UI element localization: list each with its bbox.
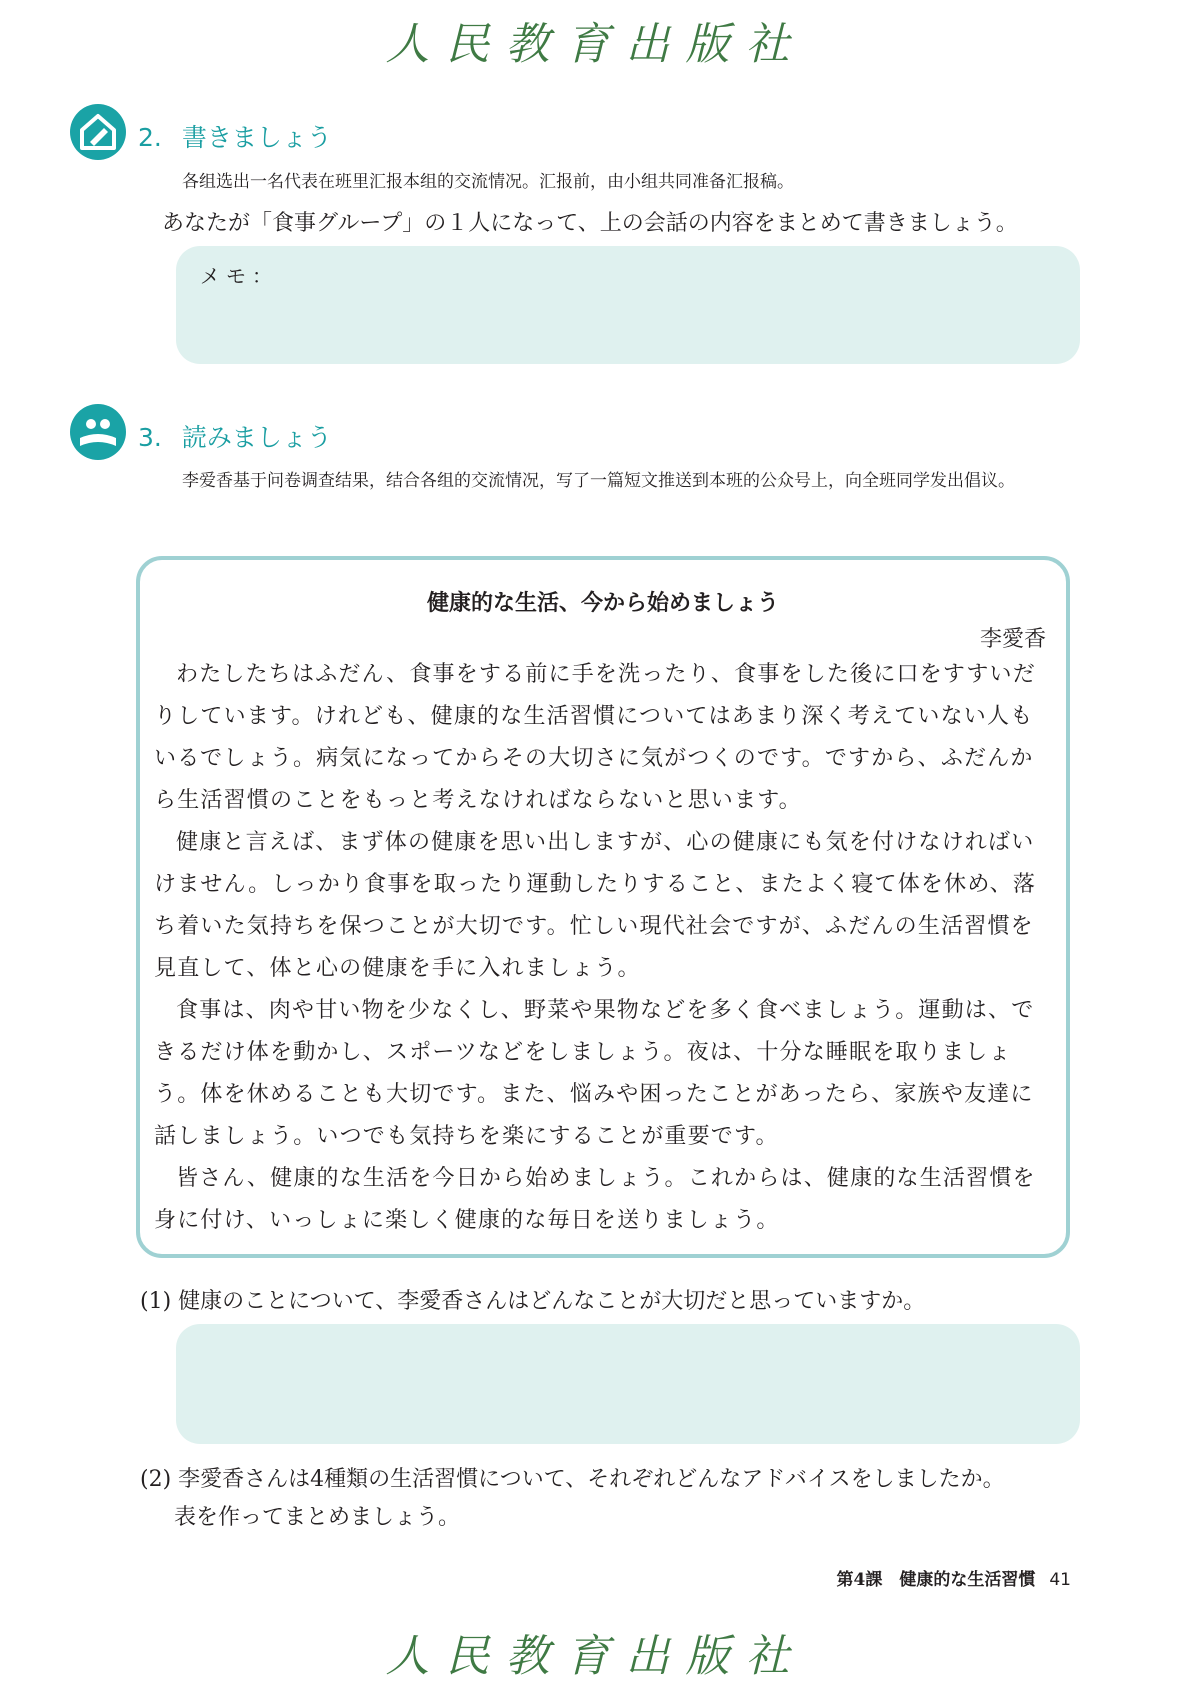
section-3-title: 読みましょう (181, 423, 332, 452)
reading-paragraph-1: わたしたちはふだん、食事をする前に手を洗ったり、食事をした後に口をすすいだりしています。けれども、健康的な生活習慣についてはあまり深く考えていない人もいるでしょう。病気になってからその大切さに気がつくのです。ですから、ふだんから生活習慣のことをもっと考えなければならないと思います。 (154, 662, 1036, 813)
publisher-logo-top: 人民教育出版社 (385, 19, 806, 70)
reading-title: 健康的な生活、今から始めましょう (426, 591, 779, 616)
page-number: 41 (1049, 1570, 1071, 1590)
answer-box-1[interactable] (176, 1324, 1080, 1444)
section-2-instruction: 各组选出一名代表在班里汇报本组的交流情况。汇报前，由小组共同准备汇报稿。 (182, 172, 794, 192)
reading-paragraph-3: 食事は、肉や甘い物を少なくし、野菜や果物などを多く食べましょう。運動は、できるだけ体を動かし、スポーツなどをしましょう。夜は、十分な睡眠を取りましょう。体を休めることも大切です。また、悩みや困ったことがあったら、家族や友達に話しましょう。いつでも気持ちを楽にすることが重要です。 (154, 998, 1035, 1149)
question-1: (1) 健康のことについて、李愛香さんはどんなことが大切だと思っていますか。 (140, 1289, 926, 1314)
section-2-title: 書きましょう (181, 123, 332, 152)
section-3-instruction: 李爱香基于问卷调查结果，结合各组的交流情况，写了一篇短文推送到本班的公众号上，向全班同学发出倡议。 (182, 471, 1015, 491)
reading-passage-box (136, 556, 1070, 1258)
reading-paragraph-2: 健康と言えば、まず体の健康を思い出しますが、心の健康にも気を付けなければいけません。しっかり食事を取ったり運動したりすること、またよく寝て体を休め、落ち着いた気持ちを保つことが大切です。忙しい現代社会ですが、ふだんの生活習慣を見直して、体と心の健康を手に入れましょう。 (154, 830, 1037, 981)
publisher-logo-bottom: 人民教育出版社 (385, 1631, 806, 1682)
section-3-heading (138, 418, 332, 454)
house-pencil-icon (70, 104, 126, 160)
reading-author: 李愛香 (979, 627, 1046, 652)
question-2-continued: 表を作ってまとめましょう。 (174, 1505, 461, 1530)
footer-lesson: 第4課 健康的な生活習慣 (836, 1570, 1036, 1590)
memo-box[interactable] (176, 246, 1080, 364)
reading-body (154, 654, 1056, 1242)
section-2-number: 2. (138, 123, 162, 152)
reading-paragraph-4: 皆さん、健康的な生活を今日から始めましょう。これからは、健康的な生活習慣を身に付け、いっしょに楽しく健康的な毎日を送りましょう。 (154, 1166, 1036, 1233)
reading-people-icon (70, 404, 126, 460)
memo-label: メモ： (200, 264, 278, 288)
section-3-number: 3. (138, 423, 162, 452)
page-footer (837, 1565, 1071, 1590)
question-2: (2) 李愛香さんは4種類の生活習慣について、それぞれどんなアドバイスをしましたか。 (140, 1467, 1005, 1492)
section-2-prompt: あなたが「食事グループ」の１人になって、上の会話の内容をまとめて書きましょう。 (162, 211, 1018, 236)
section-2-heading (138, 118, 332, 154)
